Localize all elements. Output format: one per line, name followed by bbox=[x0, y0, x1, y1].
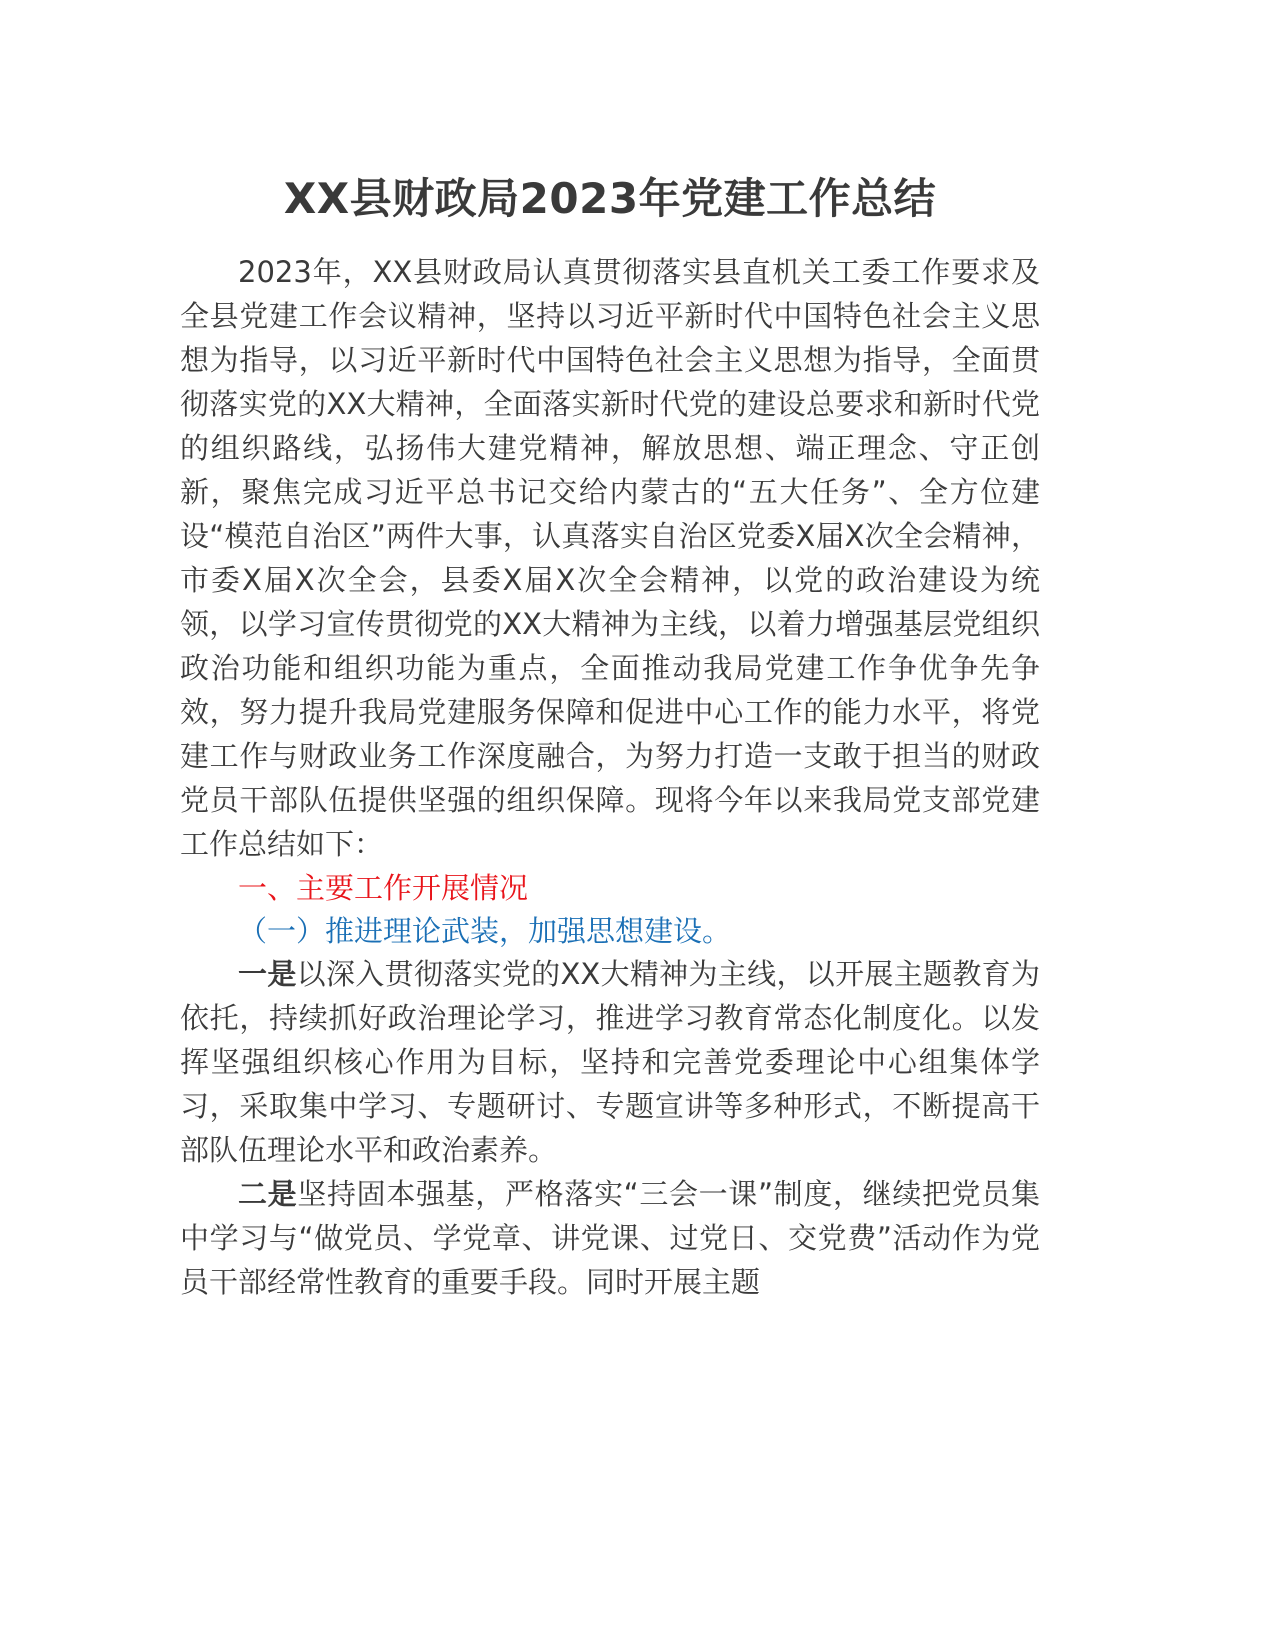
item-1-text: 以深入贯彻落实党的XX大精神为主线，以开展主题教育为依托，持续抓好政治理论学习，推进学习教育常态化制度化。以发挥坚强组织核心作用为目标，坚持和完善党委理论中心组集体学习，采取集中学习、专题研讨、专题宣讲等多种形式，不断提高干部队伍理论水平和政治素养。 bbox=[180, 957, 1040, 1167]
document-title: XX县财政局2023年党建工作总结 bbox=[283, 174, 937, 223]
section-heading-main-work: 一、主要工作开展情况 bbox=[238, 871, 529, 905]
item-paragraph-1 bbox=[180, 952, 1040, 1172]
document-page bbox=[180, 168, 1040, 1304]
item-paragraph-2 bbox=[180, 1172, 1040, 1304]
item-1-lead: 一是 bbox=[238, 957, 297, 991]
subsection-heading-theory: （一）推进理论武装，加强思想建设。 bbox=[238, 914, 732, 948]
item-2-lead: 二是 bbox=[238, 1177, 298, 1211]
item-2-text: 坚持固本强基，严格落实“三会一课”制度，继续把党员集中学习与“做党员、学党章、讲党课、过党日、交党费”活动作为党员干部经常性教育的重要手段。同时开展主题 bbox=[180, 1177, 1040, 1299]
intro-paragraph: 2023年，XX县财政局认真贯彻落实县直机关工委工作要求及全县党建工作会议精神，坚持以习近平新时代中国特色社会主义思想为指导，以习近平新时代中国特色社会主义思想为指导，全面贯彻落实党的XX大精神，全面落实新时代党的建设总要求和新时代党的组织路线，弘扬伟大建党精神，解放思想、端正理念、守正创新，聚焦完成习近平总书记交给内蒙古的“五大任务”、全方位建设“模范自治区”两件大事，认真落实自治区党委X届X次全会精神，市委X届X次全会，县委X届X次全会精神，以党的政治建设为统领，以学习宣传贯彻党的XX大精神为主线，以着力增强基层党组织政治功能和组织功能为重点，全面推动我局党建工作争优争先争效，努力提升我局党建服务保障和促进中心工作的能力水平，将党建工作与财政业务工作深度融合，为努力打造一支敢于担当的财政党员干部队伍提供坚强的组织保障。现将今年以来我局党支部党建工作总结如下： bbox=[180, 255, 1040, 861]
